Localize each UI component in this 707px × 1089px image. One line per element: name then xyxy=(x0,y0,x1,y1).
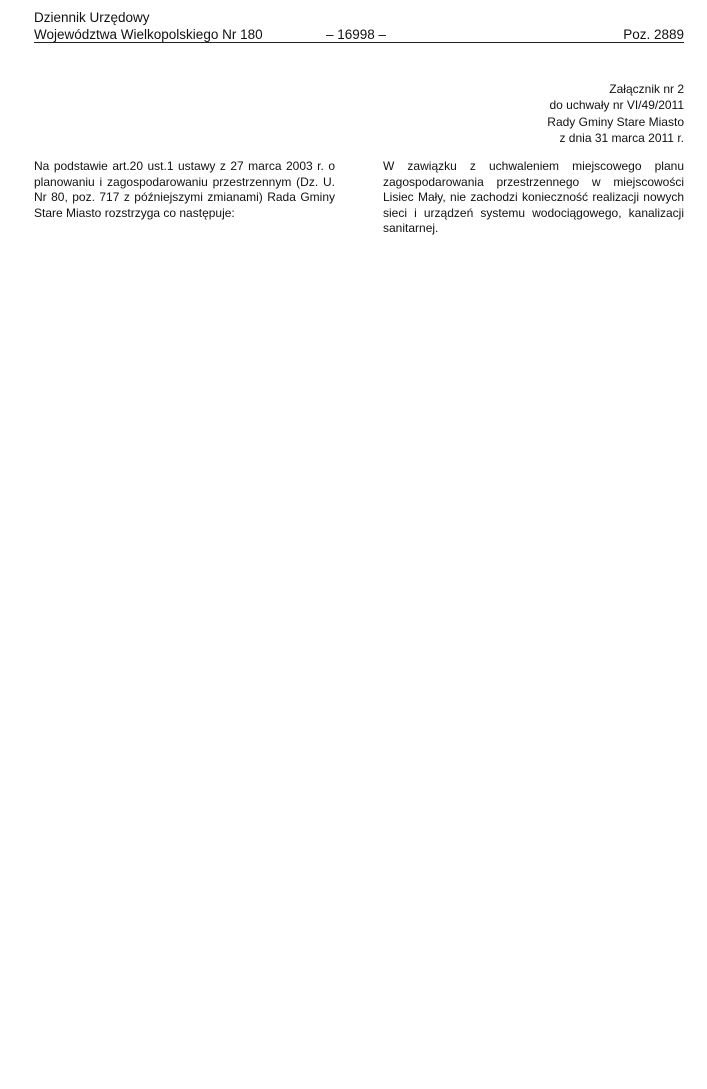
annex-reference xyxy=(547,81,684,146)
annex-resolution: do uchwały nr VI/49/2011 xyxy=(549,98,684,113)
annex-council: Rady Gminy Stare Miasto xyxy=(547,114,684,129)
header-row-2 xyxy=(34,26,684,43)
header-row-1 xyxy=(34,9,684,26)
annex-date: z dnia 31 marca 2011 r. xyxy=(559,130,684,145)
left-column xyxy=(34,159,335,221)
header-divider xyxy=(34,42,684,43)
left-paragraph: Na podstawie art.20 ust.1 ustawy z 27 marca 2003 r. o planowaniu i zagospodarowaniu przestrzennym (Dz. U. Nr 80, poz. 717 z późniejszymi zmianami) Rada Gminy Stare Miasto rozstrzyga co następuje: xyxy=(34,159,335,220)
page-number: – 16998 – xyxy=(326,27,387,42)
right-column xyxy=(383,159,684,237)
journal-title-line1: Dziennik Urzędowy xyxy=(34,10,150,25)
annex-title: Załącznik nr 2 xyxy=(609,82,684,96)
journal-title-line2: Województwa Wielkopolskiego Nr 180 xyxy=(34,27,263,42)
right-paragraph: W zawiązku z uchwaleniem miejscowego planu zagospodarowania przestrzennego w miejscowości Lisiec Mały, nie zachodzi konieczność realizacji nowych sieci i urządzeń systemu wodociągowego, kanalizacji sanitarnej. xyxy=(383,159,684,235)
page-header xyxy=(34,9,684,43)
position-number: Poz. 2889 xyxy=(623,27,684,42)
